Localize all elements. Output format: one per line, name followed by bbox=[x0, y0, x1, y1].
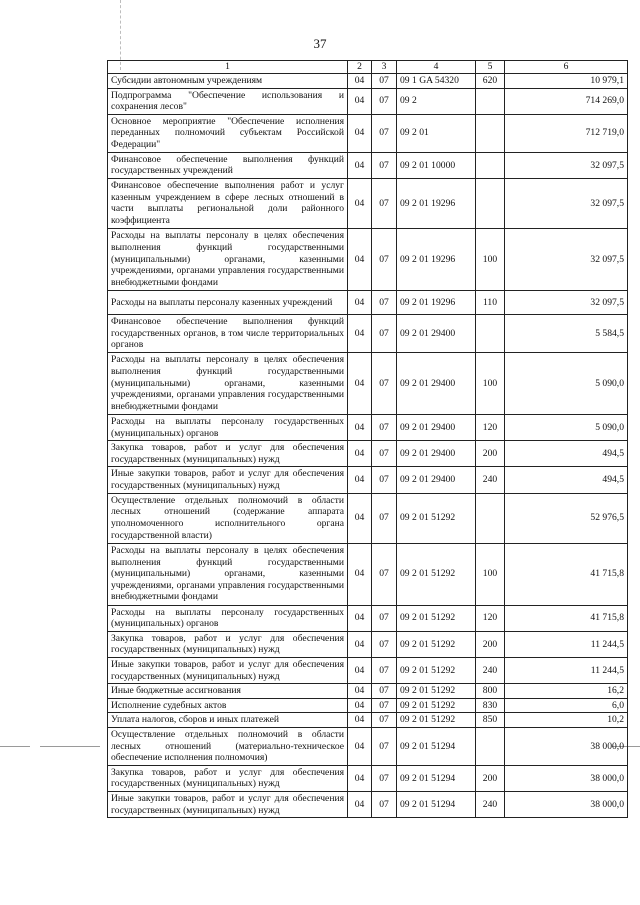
row-subsection-cell: 07 bbox=[372, 441, 397, 467]
row-target-article-cell: 09 2 01 51292 bbox=[397, 543, 476, 605]
row-target-article-cell: 09 2 01 51294 bbox=[397, 765, 476, 791]
row-name-cell: Расходы на выплаты персоналу в целях обеспечения выполнения функций государственными (муниципальными) органами, казенными учреждениями, органами управления государственными внебюджетными фондами bbox=[108, 352, 348, 414]
row-expense-type-cell: 110 bbox=[476, 290, 505, 314]
row-amount-cell: 41 715,8 bbox=[505, 605, 628, 631]
row-expense-type-cell: 620 bbox=[476, 74, 505, 89]
row-subsection-cell: 07 bbox=[372, 684, 397, 699]
row-name-cell: Субсидии автономным учреждениям bbox=[108, 74, 348, 89]
row-section-cell: 04 bbox=[348, 314, 372, 352]
row-target-article-cell: 09 2 01 51294 bbox=[397, 792, 476, 818]
row-expense-type-cell: 850 bbox=[476, 713, 505, 728]
row-expense-type-cell: 100 bbox=[476, 543, 505, 605]
row-target-article-cell: 09 2 01 29400 bbox=[397, 414, 476, 440]
row-amount-cell: 32 097,5 bbox=[505, 290, 628, 314]
row-target-article-cell: 09 2 01 51292 bbox=[397, 631, 476, 657]
column-header: 1 bbox=[108, 61, 348, 74]
row-section-cell: 04 bbox=[348, 114, 372, 152]
row-section-cell: 04 bbox=[348, 684, 372, 699]
row-name-cell: Расходы на выплаты персоналу в целях обеспечения выполнения функций государственными (муниципальными) органами, казенными учреждениями, органами управления государственными внебюджетными фондами bbox=[108, 228, 348, 290]
row-subsection-cell: 07 bbox=[372, 114, 397, 152]
table-row bbox=[108, 698, 628, 713]
row-expense-type-cell: 800 bbox=[476, 684, 505, 699]
column-header: 6 bbox=[505, 61, 628, 74]
column-header: 2 bbox=[348, 61, 372, 74]
row-expense-type-cell: 240 bbox=[476, 467, 505, 493]
row-name-cell: Иные бюджетные ассигнования bbox=[108, 684, 348, 699]
row-subsection-cell: 07 bbox=[372, 631, 397, 657]
row-subsection-cell: 07 bbox=[372, 698, 397, 713]
table-row bbox=[108, 228, 628, 290]
row-name-cell: Осуществление отдельных полномочий в области лесных отношений (материально-техническое обеспечение исполнения полномочия) bbox=[108, 727, 348, 765]
table-row bbox=[108, 713, 628, 728]
page-number: 37 bbox=[313, 36, 327, 51]
row-name-cell: Расходы на выплаты персоналу казенных учреждений bbox=[108, 290, 348, 314]
row-expense-type-cell: 240 bbox=[476, 657, 505, 683]
row-section-cell: 04 bbox=[348, 727, 372, 765]
row-subsection-cell: 07 bbox=[372, 414, 397, 440]
row-target-article-cell: 09 2 01 51292 bbox=[397, 657, 476, 683]
row-expense-type-cell: 240 bbox=[476, 792, 505, 818]
row-section-cell: 04 bbox=[348, 290, 372, 314]
row-subsection-cell: 07 bbox=[372, 352, 397, 414]
row-expense-type-cell: 100 bbox=[476, 228, 505, 290]
row-section-cell: 04 bbox=[348, 605, 372, 631]
row-subsection-cell: 07 bbox=[372, 314, 397, 352]
table-row bbox=[108, 657, 628, 683]
row-name-cell: Иные закупки товаров, работ и услуг для обеспечения государственных (муниципальных) нужд bbox=[108, 792, 348, 818]
row-target-article-cell: 09 2 01 51292 bbox=[397, 605, 476, 631]
table-row bbox=[108, 631, 628, 657]
row-name-cell: Закупка товаров, работ и услуг для обеспечения государственных (муниципальных) нужд bbox=[108, 441, 348, 467]
row-target-article-cell: 09 2 01 51292 bbox=[397, 684, 476, 699]
row-expense-type-cell: 830 bbox=[476, 698, 505, 713]
row-section-cell: 04 bbox=[348, 467, 372, 493]
row-name-cell: Иные закупки товаров, работ и услуг для обеспечения государственных (муниципальных) нужд bbox=[108, 467, 348, 493]
row-expense-type-cell bbox=[476, 493, 505, 543]
row-expense-type-cell: 120 bbox=[476, 414, 505, 440]
row-subsection-cell: 07 bbox=[372, 657, 397, 683]
row-expense-type-cell bbox=[476, 152, 505, 178]
row-section-cell: 04 bbox=[348, 631, 372, 657]
row-name-cell: Исполнение судебных актов bbox=[108, 698, 348, 713]
row-amount-cell: 494,5 bbox=[505, 467, 628, 493]
row-target-article-cell: 09 2 01 19296 bbox=[397, 290, 476, 314]
table-row bbox=[108, 114, 628, 152]
row-section-cell: 04 bbox=[348, 543, 372, 605]
row-name-cell: Закупка товаров, работ и услуг для обеспечения государственных (муниципальных) нужд bbox=[108, 765, 348, 791]
row-amount-cell: 38 000,0 bbox=[505, 765, 628, 791]
scan-artifact-line bbox=[40, 746, 100, 747]
row-target-article-cell: 09 2 01 29400 bbox=[397, 314, 476, 352]
row-expense-type-cell bbox=[476, 314, 505, 352]
row-subsection-cell: 07 bbox=[372, 178, 397, 228]
row-target-article-cell: 09 2 01 29400 bbox=[397, 441, 476, 467]
row-subsection-cell: 07 bbox=[372, 605, 397, 631]
row-subsection-cell: 07 bbox=[372, 467, 397, 493]
row-target-article-cell: 09 2 01 51292 bbox=[397, 698, 476, 713]
row-amount-cell: 32 097,5 bbox=[505, 228, 628, 290]
row-expense-type-cell: 200 bbox=[476, 441, 505, 467]
row-expense-type-cell bbox=[476, 727, 505, 765]
table-row bbox=[108, 493, 628, 543]
row-name-cell: Расходы на выплаты персоналу в целях обеспечения выполнения функций государственными (муниципальными) органами, казенными учреждениями, органами управления государственными внебюджетными фондами bbox=[108, 543, 348, 605]
row-name-cell: Расходы на выплаты персоналу государственных (муниципальных) органов bbox=[108, 605, 348, 631]
row-amount-cell: 5 584,5 bbox=[505, 314, 628, 352]
row-name-cell: Иные закупки товаров, работ и услуг для обеспечения государственных (муниципальных) нужд bbox=[108, 657, 348, 683]
scan-artifact-line bbox=[0, 746, 30, 747]
row-expense-type-cell bbox=[476, 88, 505, 114]
row-section-cell: 04 bbox=[348, 493, 372, 543]
row-target-article-cell: 09 2 01 29400 bbox=[397, 352, 476, 414]
table-row bbox=[108, 414, 628, 440]
row-amount-cell: 16,2 bbox=[505, 684, 628, 699]
row-amount-cell: 714 269,0 bbox=[505, 88, 628, 114]
table-row bbox=[108, 352, 628, 414]
row-subsection-cell: 07 bbox=[372, 290, 397, 314]
row-section-cell: 04 bbox=[348, 713, 372, 728]
row-expense-type-cell bbox=[476, 178, 505, 228]
row-section-cell: 04 bbox=[348, 228, 372, 290]
row-subsection-cell: 07 bbox=[372, 88, 397, 114]
row-name-cell: Закупка товаров, работ и услуг для обеспечения государственных (муниципальных) нужд bbox=[108, 631, 348, 657]
table-row bbox=[108, 152, 628, 178]
row-name-cell: Финансовое обеспечение выполнения функций государственных учреждений bbox=[108, 152, 348, 178]
row-name-cell: Уплата налогов, сборов и иных платежей bbox=[108, 713, 348, 728]
row-amount-cell: 11 244,5 bbox=[505, 631, 628, 657]
row-section-cell: 04 bbox=[348, 765, 372, 791]
row-subsection-cell: 07 bbox=[372, 727, 397, 765]
row-target-article-cell: 09 2 01 19296 bbox=[397, 228, 476, 290]
row-section-cell: 04 bbox=[348, 152, 372, 178]
table-row bbox=[108, 290, 628, 314]
row-target-article-cell: 09 2 01 29400 bbox=[397, 467, 476, 493]
row-amount-cell: 32 097,5 bbox=[505, 178, 628, 228]
row-amount-cell: 52 976,5 bbox=[505, 493, 628, 543]
row-target-article-cell: 09 1 GA 54320 bbox=[397, 74, 476, 89]
table-header-row bbox=[108, 61, 628, 74]
table-row bbox=[108, 467, 628, 493]
table-row bbox=[108, 727, 628, 765]
row-section-cell: 04 bbox=[348, 414, 372, 440]
row-subsection-cell: 07 bbox=[372, 74, 397, 89]
table-row bbox=[108, 314, 628, 352]
row-section-cell: 04 bbox=[348, 178, 372, 228]
row-subsection-cell: 07 bbox=[372, 765, 397, 791]
row-subsection-cell: 07 bbox=[372, 792, 397, 818]
row-amount-cell: 5 090,0 bbox=[505, 414, 628, 440]
row-target-article-cell: 09 2 bbox=[397, 88, 476, 114]
row-target-article-cell: 09 2 01 19296 bbox=[397, 178, 476, 228]
row-name-cell: Финансовое обеспечение выполнения работ и услуг казенным учреждением в сфере лесных отношений в части выплаты региональной доли районного коэффициента bbox=[108, 178, 348, 228]
row-subsection-cell: 07 bbox=[372, 152, 397, 178]
table-row bbox=[108, 543, 628, 605]
row-amount-cell: 5 090,0 bbox=[505, 352, 628, 414]
row-amount-cell: 11 244,5 bbox=[505, 657, 628, 683]
table-row bbox=[108, 178, 628, 228]
row-target-article-cell: 09 2 01 51292 bbox=[397, 713, 476, 728]
table-row bbox=[108, 605, 628, 631]
row-section-cell: 04 bbox=[348, 657, 372, 683]
table-row bbox=[108, 792, 628, 818]
row-amount-cell: 10,2 bbox=[505, 713, 628, 728]
row-target-article-cell: 09 2 01 bbox=[397, 114, 476, 152]
row-subsection-cell: 07 bbox=[372, 228, 397, 290]
column-header: 5 bbox=[476, 61, 505, 74]
row-section-cell: 04 bbox=[348, 74, 372, 89]
row-section-cell: 04 bbox=[348, 352, 372, 414]
row-subsection-cell: 07 bbox=[372, 713, 397, 728]
row-name-cell: Осуществление отдельных полномочий в области лесных отношений (содержание аппарата уполномоченного исполнительного органа государственной власти) bbox=[108, 493, 348, 543]
row-section-cell: 04 bbox=[348, 698, 372, 713]
row-amount-cell: 41 715,8 bbox=[505, 543, 628, 605]
row-section-cell: 04 bbox=[348, 792, 372, 818]
row-name-cell: Основное мероприятие "Обеспечение исполнения переданных полномочий субъектам Российской Федерации" bbox=[108, 114, 348, 152]
row-amount-cell: 32 097,5 bbox=[505, 152, 628, 178]
table-row bbox=[108, 765, 628, 791]
row-subsection-cell: 07 bbox=[372, 543, 397, 605]
row-name-cell: Расходы на выплаты персоналу государственных (муниципальных) органов bbox=[108, 414, 348, 440]
row-name-cell: Финансовое обеспечение выполнения функций государственных органов, в том числе территориальных органов bbox=[108, 314, 348, 352]
row-section-cell: 04 bbox=[348, 441, 372, 467]
row-expense-type-cell: 120 bbox=[476, 605, 505, 631]
column-header: 4 bbox=[397, 61, 476, 74]
row-amount-cell: 6,0 bbox=[505, 698, 628, 713]
row-amount-cell: 10 979,1 bbox=[505, 74, 628, 89]
table-row bbox=[108, 441, 628, 467]
row-amount-cell: 494,5 bbox=[505, 441, 628, 467]
row-section-cell: 04 bbox=[348, 88, 372, 114]
row-amount-cell: 712 719,0 bbox=[505, 114, 628, 152]
row-target-article-cell: 09 2 01 51292 bbox=[397, 493, 476, 543]
row-expense-type-cell: 200 bbox=[476, 765, 505, 791]
row-amount-cell: 38 000,0 bbox=[505, 792, 628, 818]
row-target-article-cell: 09 2 01 10000 bbox=[397, 152, 476, 178]
row-expense-type-cell: 200 bbox=[476, 631, 505, 657]
budget-table bbox=[107, 60, 628, 818]
row-subsection-cell: 07 bbox=[372, 493, 397, 543]
column-header: 3 bbox=[372, 61, 397, 74]
row-expense-type-cell bbox=[476, 114, 505, 152]
row-name-cell: Подпрограмма "Обеспечение использования и сохранения лесов" bbox=[108, 88, 348, 114]
table-row bbox=[108, 684, 628, 699]
table-row bbox=[108, 88, 628, 114]
row-target-article-cell: 09 2 01 51294 bbox=[397, 727, 476, 765]
row-expense-type-cell: 100 bbox=[476, 352, 505, 414]
row-amount-cell: 38 000,0 bbox=[505, 727, 628, 765]
table-row bbox=[108, 74, 628, 89]
